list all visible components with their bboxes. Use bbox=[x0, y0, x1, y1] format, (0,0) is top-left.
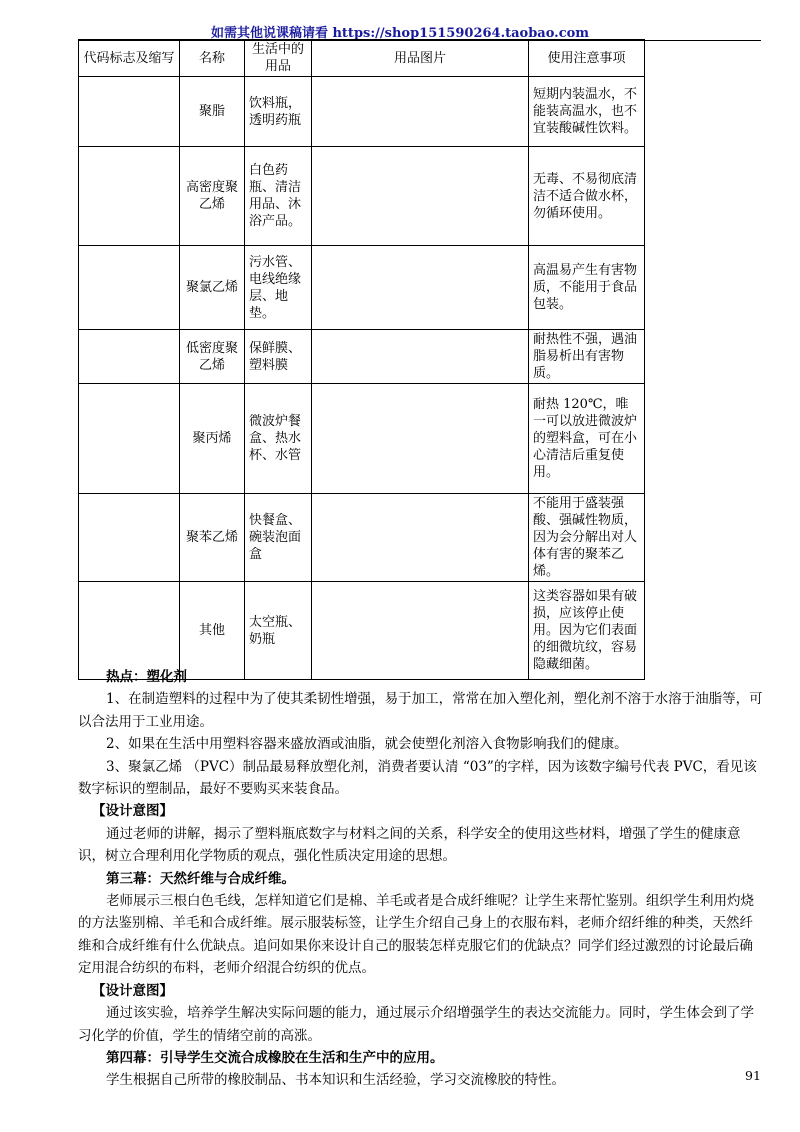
table-row bbox=[79, 494, 645, 582]
act-heading-4: 第四幕：引导学生交流合成橡胶在生活和生产中的应用。 bbox=[106, 1049, 444, 1066]
name-cell: 聚苯乙烯 bbox=[180, 494, 245, 582]
note-cell: 不能用于盛装强酸、强碱性物质，因为会分解出对人体有害的聚苯乙烯。 bbox=[529, 494, 645, 582]
code-cell bbox=[79, 330, 180, 384]
note-cell: 这类容器如果有破损，应该停止使用。因为它们表面的细微坑纹，容易隐藏细菌。 bbox=[529, 582, 645, 680]
picture-cell bbox=[312, 77, 529, 147]
name-cell: 低密度聚乙烯 bbox=[180, 330, 245, 384]
note-cell: 短期内装温水，不能装高温水，也不宜装酸碱性饮料。 bbox=[529, 77, 645, 147]
items-cell: 饮料瓶，透明药瓶 bbox=[245, 77, 312, 147]
paragraph: 通过该实验，培养学生解决实际问题的能力，通过展示介绍增强学生的表达交流能力。同时，学生体会到了学习化学的价值，学生的情绪空前的高涨。 bbox=[78, 1005, 754, 1044]
note-cell: 耐热 120℃，唯一可以放进微波炉的塑料盒，可在小心清洁后重复使用。 bbox=[529, 384, 645, 494]
paragraph: 通过老师的讲解，揭示了塑料瓶底数字与材料之间的关系，科学安全的使用这些材料，增强了学生的健康意识，树立合理利用化学物质的观点，强化性质决定用途的思想。 bbox=[78, 825, 741, 865]
column-header-items: 生活中的用品 bbox=[245, 40, 312, 77]
page-header: 如需其他说课稿请看 https://shop151590264.taobao.com bbox=[210, 26, 590, 41]
code-cell bbox=[79, 246, 180, 330]
act-heading-3: 第三幕：天然纤维与合成纤维。 bbox=[106, 870, 295, 887]
table-row bbox=[79, 582, 645, 680]
table-row bbox=[79, 246, 645, 330]
picture-cell bbox=[312, 147, 529, 246]
code-cell bbox=[79, 384, 180, 494]
design-intent-label: 【设计意图】 bbox=[92, 803, 173, 820]
items-cell: 微波炉餐盒、热水杯、水管 bbox=[245, 384, 312, 494]
table-row bbox=[79, 330, 645, 384]
table-row bbox=[79, 77, 645, 147]
page-number: 91 bbox=[745, 1068, 761, 1083]
paragraph: 老师展示三根白色毛线，怎样知道它们是棉、羊毛或者是合成纤维呢？让学生来帮忙鉴别。组织学生利用灼烧的方法鉴别棉、羊毛和合成纤维。展示服装标签，让学生介绍自己身上的衣服布料，老师介绍纤维的种类，天然纤维和合成纤维有什么优缺点。追问如果你来设计自己的服装怎样克服它们的优缺点？同学们经过激烈的讨论最后确定用混合纺织的布料，老师介绍混合纺织的优点。 bbox=[78, 893, 754, 977]
body-text bbox=[78, 666, 764, 1092]
paragraph: 1、在制造塑料的过程中为了使其柔韧性增强，易于加工，常常在加入塑化剂，塑化剂不溶于水溶于油脂等，可以合法用于工业用途。 bbox=[78, 691, 763, 730]
note-cell: 耐热性不强，遇油脂易析出有害物质。 bbox=[529, 330, 645, 384]
note-cell: 高温易产生有害物质，不能用于食品包装。 bbox=[529, 246, 645, 330]
name-cell: 其他 bbox=[180, 582, 245, 680]
paragraph: 2、如果在生活中用塑料容器来盛放酒或油脂，就会使塑化剂溶入食物影响我们的健康。 bbox=[106, 736, 628, 753]
name-cell: 聚脂 bbox=[180, 77, 245, 147]
name-cell: 聚氯乙烯 bbox=[180, 246, 245, 330]
picture-cell bbox=[312, 494, 529, 582]
items-cell: 保鲜膜、塑料膜 bbox=[245, 330, 312, 384]
code-cell bbox=[79, 494, 180, 582]
note-cell: 无毒、不易彻底清洁不适合做水杯，勿循环使用。 bbox=[529, 147, 645, 246]
table-row bbox=[79, 147, 645, 246]
picture-cell bbox=[312, 246, 529, 330]
items-cell: 快餐盒、碗装泡面盒 bbox=[245, 494, 312, 582]
column-header-picture: 用品图片 bbox=[312, 40, 529, 77]
code-cell bbox=[79, 77, 180, 147]
items-cell: 白色药瓶、清洁用品、沐浴产品。 bbox=[245, 147, 312, 246]
plastics-table bbox=[78, 39, 645, 680]
design-intent-label: 【设计意图】 bbox=[92, 982, 173, 999]
table-header-row bbox=[79, 40, 645, 77]
column-header-name: 名称 bbox=[180, 40, 245, 77]
picture-cell bbox=[312, 384, 529, 494]
items-cell: 太空瓶、奶瓶 bbox=[245, 582, 312, 680]
section-heading-plasticizer: 热点：塑化剂 bbox=[106, 669, 187, 685]
picture-cell bbox=[312, 582, 529, 680]
name-cell: 聚丙烯 bbox=[180, 384, 245, 494]
paragraph: 3、聚氯乙烯 （PVC）制品最易释放塑化剂，消费者要认清 “03”的字样，因为该数字编号代表 PVC，看见该数字标识的塑制品，最好不要购买来装食品。 bbox=[78, 758, 757, 798]
table-row bbox=[79, 384, 645, 494]
items-cell: 污水管、电线绝缘层、地垫。 bbox=[245, 246, 312, 330]
name-cell: 高密度聚乙烯 bbox=[180, 147, 245, 246]
code-cell bbox=[79, 582, 180, 680]
code-cell bbox=[79, 147, 180, 246]
column-header-notes: 使用注意事项 bbox=[529, 40, 645, 77]
picture-cell bbox=[312, 330, 529, 384]
paragraph: 学生根据自己所带的橡胶制品、书本知识和生活经验，学习交流橡胶的特性。 bbox=[106, 1072, 565, 1089]
column-header-code: 代码标志及缩写 bbox=[79, 40, 180, 77]
